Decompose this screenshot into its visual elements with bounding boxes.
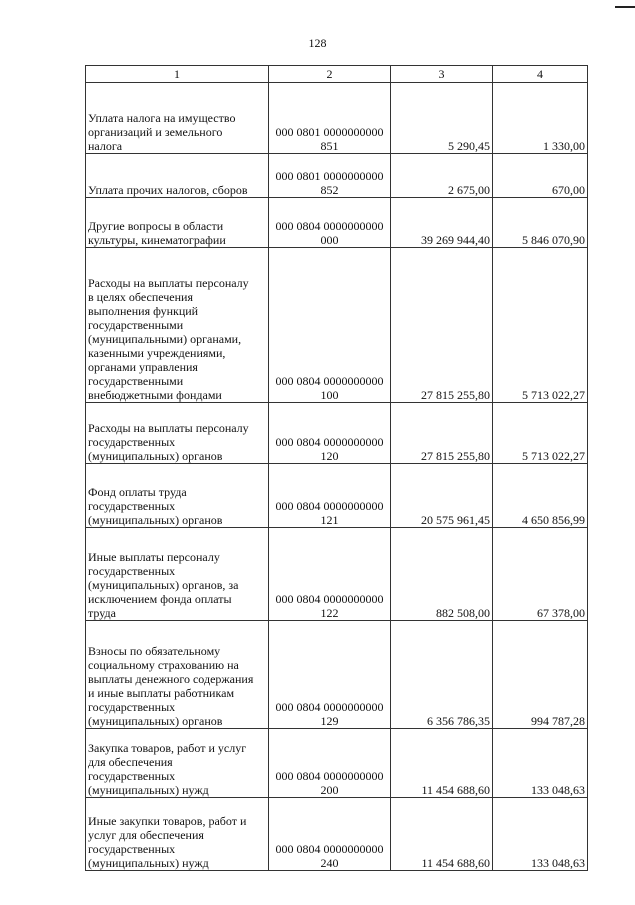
corner-mark	[615, 6, 635, 8]
expense-name-cell: Иные выплаты персоналу государственных (муниципальных) органов, за исключением фонда оплаты труда	[86, 528, 269, 621]
expense-name-cell: Уплата прочих налогов, сборов	[86, 154, 269, 198]
expense-name-cell: Иные закупки товаров, работ и услуг для обеспечения государственных (муниципальных) нужд	[86, 798, 269, 871]
budget-table	[85, 65, 588, 871]
table-row	[86, 198, 588, 248]
amount-actual-cell: 133 048,63	[493, 798, 588, 871]
amount-actual-cell: 5 713 022,27	[493, 403, 588, 464]
budget-code-cell: 000 0804 0000000000 129	[269, 621, 391, 729]
expense-name-cell: Уплата налога на имущество организаций и земельного налога	[86, 83, 269, 154]
amount-actual-cell: 5 713 022,27	[493, 248, 588, 403]
amount-plan-cell: 27 815 255,80	[391, 403, 493, 464]
expense-name-cell: Другие вопросы в области культуры, кинематографии	[86, 198, 269, 248]
table-row	[86, 464, 588, 528]
table-row	[86, 528, 588, 621]
budget-code-cell: 000 0804 0000000000 200	[269, 729, 391, 798]
expense-name-cell: Расходы на выплаты персоналу в целях обеспечения выполнения функций государственными (муниципальными) органами, казенными учреждениями, органами управления государственными внебюджетными фондами	[86, 248, 269, 403]
amount-plan-cell: 39 269 944,40	[391, 198, 493, 248]
table-row	[86, 154, 588, 198]
amount-plan-cell: 5 290,45	[391, 83, 493, 154]
amount-actual-cell: 133 048,63	[493, 729, 588, 798]
table-row	[86, 729, 588, 798]
budget-code-cell: 000 0804 0000000000 000	[269, 198, 391, 248]
amount-plan-cell: 11 454 688,60	[391, 729, 493, 798]
amount-plan-cell: 11 454 688,60	[391, 798, 493, 871]
budget-code-cell: 000 0804 0000000000 121	[269, 464, 391, 528]
expense-name-cell: Фонд оплаты труда государственных (муниципальных) органов	[86, 464, 269, 528]
budget-code-cell: 000 0801 0000000000 852	[269, 154, 391, 198]
amount-actual-cell: 1 330,00	[493, 83, 588, 154]
amount-plan-cell: 882 508,00	[391, 528, 493, 621]
expense-name-cell: Расходы на выплаты персоналу государственных (муниципальных) органов	[86, 403, 269, 464]
amount-actual-cell: 4 650 856,99	[493, 464, 588, 528]
amount-actual-cell: 994 787,28	[493, 621, 588, 729]
budget-code-cell: 000 0804 0000000000 240	[269, 798, 391, 871]
amount-plan-cell: 6 356 786,35	[391, 621, 493, 729]
table-row	[86, 621, 588, 729]
amount-actual-cell: 670,00	[493, 154, 588, 198]
amount-actual-cell: 5 846 070,90	[493, 198, 588, 248]
table-row	[86, 403, 588, 464]
header-col-1: 1	[86, 66, 269, 83]
expense-name-cell: Взносы по обязательному социальному страхованию на выплаты денежного содержания и иные выплаты работникам государственных (муниципальных) органов	[86, 621, 269, 729]
budget-code-cell: 000 0801 0000000000 851	[269, 83, 391, 154]
amount-plan-cell: 20 575 961,45	[391, 464, 493, 528]
table-row	[86, 248, 588, 403]
header-col-4: 4	[493, 66, 588, 83]
amount-plan-cell: 27 815 255,80	[391, 248, 493, 403]
amount-actual-cell: 67 378,00	[493, 528, 588, 621]
amount-plan-cell: 2 675,00	[391, 154, 493, 198]
table-row	[86, 83, 588, 154]
page-number: 128	[308, 36, 327, 50]
header-col-2: 2	[269, 66, 391, 83]
budget-code-cell: 000 0804 0000000000 120	[269, 403, 391, 464]
budget-code-cell: 000 0804 0000000000 100	[269, 248, 391, 403]
budget-code-cell: 000 0804 0000000000 122	[269, 528, 391, 621]
header-col-3: 3	[391, 66, 493, 83]
table-header-row	[86, 66, 588, 83]
table-row	[86, 798, 588, 871]
expense-name-cell: Закупка товаров, работ и услуг для обеспечения государственных (муниципальных) нужд	[86, 729, 269, 798]
